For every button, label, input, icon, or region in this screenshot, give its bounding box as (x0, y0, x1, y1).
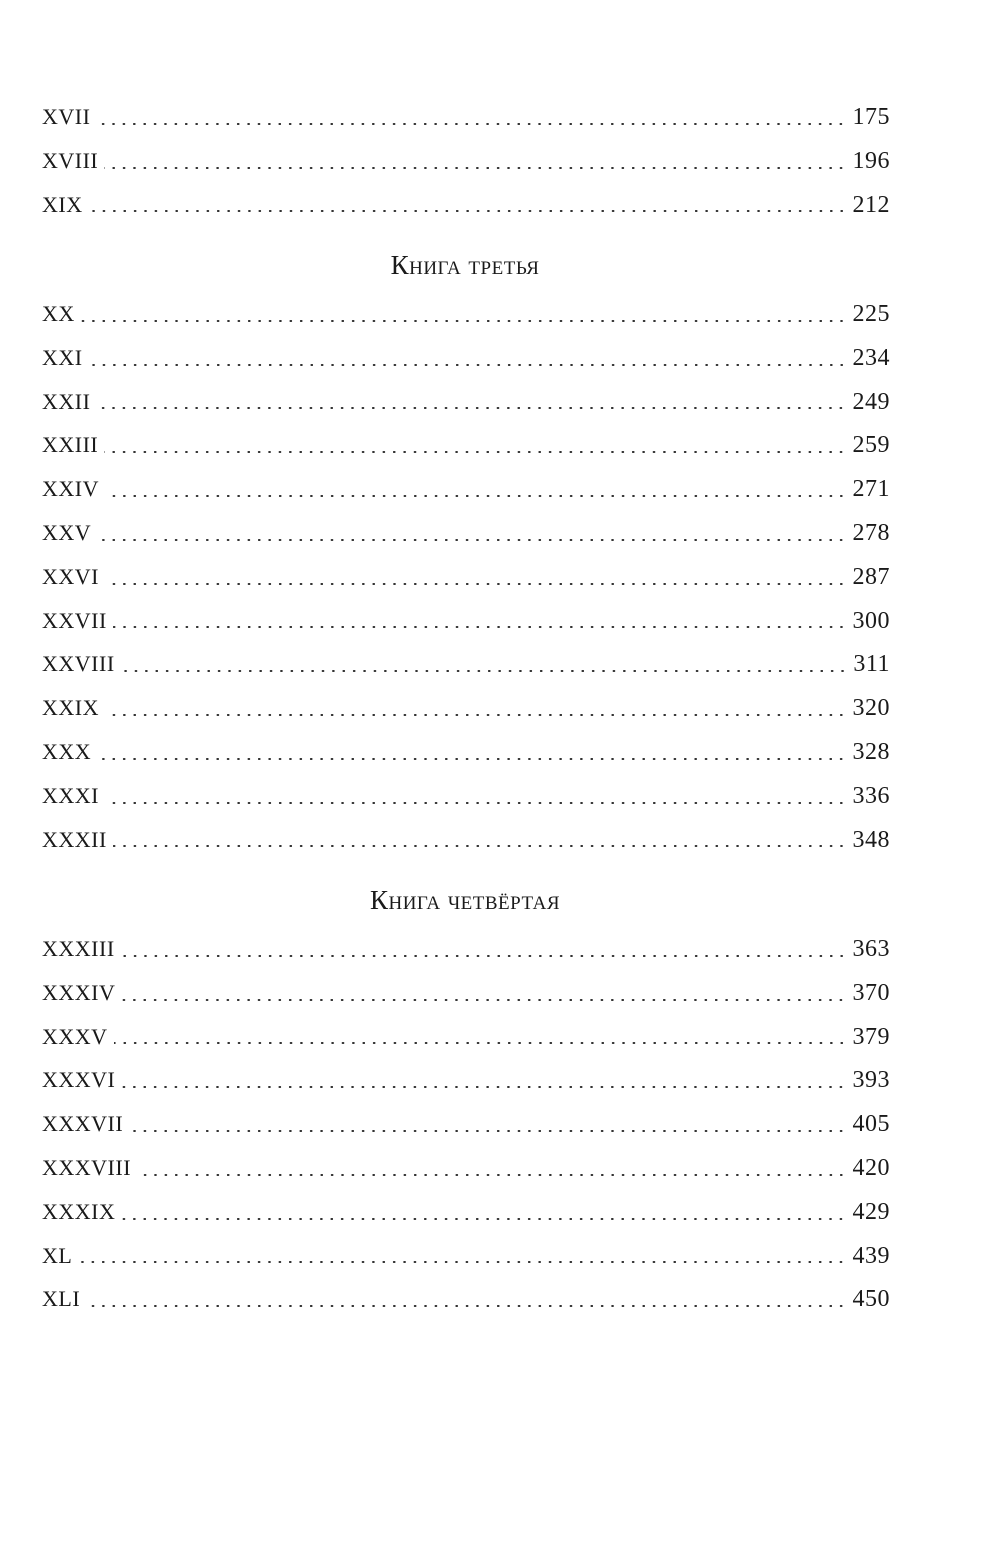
page-number: 393 (852, 1067, 890, 1094)
page-number: 379 (852, 1023, 890, 1050)
dot-leader (121, 999, 846, 1001)
chapter-number: XXXVII (42, 1111, 124, 1137)
dot-leader (121, 670, 848, 672)
page-number: 363 (852, 936, 890, 962)
dot-leader (105, 714, 847, 716)
page-number: 287 (852, 563, 890, 590)
toc-entry[interactable] (42, 95, 890, 139)
chapter-number: XXXII (42, 826, 107, 852)
page-number: 420 (852, 1154, 890, 1181)
dot-leader (114, 1042, 847, 1044)
toc-entry[interactable] (42, 380, 890, 424)
page-number: 249 (852, 388, 890, 415)
dot-leader (121, 1086, 846, 1088)
page-number: 429 (852, 1198, 890, 1225)
page-number: 225 (852, 301, 890, 327)
chapter-number: XXV (42, 519, 92, 545)
dot-leader (129, 1130, 846, 1132)
dot-leader (86, 1305, 846, 1307)
page-number: 328 (852, 738, 890, 765)
page-number: 300 (852, 607, 890, 634)
page-number: 234 (852, 344, 890, 371)
book-four-heading: Книга четвёртая (369, 885, 561, 915)
toc-entry[interactable] (42, 555, 890, 599)
chapter-number: XXIV (42, 476, 99, 502)
page-number: 450 (852, 1286, 890, 1313)
chapter-number: XXI (42, 344, 83, 370)
toc-entry[interactable] (42, 774, 890, 818)
toc-entry[interactable] (42, 292, 890, 336)
toc-entry[interactable] (42, 336, 890, 380)
chapter-number: XXVIII (42, 651, 115, 677)
toc-entry[interactable] (42, 1015, 890, 1059)
dot-leader (113, 626, 847, 628)
chapter-number: XX (42, 301, 75, 326)
dot-leader (121, 955, 847, 957)
dot-leader (78, 1261, 846, 1263)
toc-entry[interactable] (42, 139, 890, 183)
toc-entry[interactable] (42, 818, 890, 862)
chapter-number: XXXIV (42, 979, 116, 1005)
toc-entry[interactable] (42, 599, 890, 643)
chapter-number: XLI (42, 1286, 81, 1312)
dot-leader (137, 1174, 846, 1176)
dot-leader (104, 167, 846, 169)
dot-leader (105, 583, 847, 585)
toc-entry[interactable] (42, 1277, 890, 1321)
chapter-number: XIX (42, 191, 83, 217)
toc-entry[interactable] (42, 686, 890, 730)
dot-leader (121, 1218, 846, 1220)
toc-entry[interactable] (42, 1058, 890, 1102)
page-number: 278 (852, 519, 890, 546)
book-three-heading: Книга третья (390, 250, 540, 280)
toc-section-book-three (42, 292, 890, 861)
toc-entry[interactable] (42, 511, 890, 555)
dot-leader (97, 758, 846, 760)
dot-leader (104, 451, 846, 453)
page-number: 259 (852, 432, 890, 459)
chapter-number: XXVI (42, 563, 99, 589)
toc-entry[interactable] (42, 183, 890, 227)
page-number: 439 (852, 1242, 890, 1269)
dot-leader (96, 123, 846, 125)
chapter-number: XXIII (42, 432, 99, 458)
chapter-number: XXXV (42, 1023, 108, 1049)
chapter-number: XVII (42, 104, 91, 129)
toc-section-continued (42, 95, 890, 226)
chapter-number: XXXI (42, 782, 99, 808)
chapter-number: XXXVI (42, 1067, 116, 1093)
toc-section-book-four (42, 927, 890, 1321)
page-number: 196 (852, 147, 890, 174)
toc-entry[interactable] (42, 730, 890, 774)
toc-entry[interactable] (42, 642, 890, 686)
toc-entry[interactable] (42, 971, 890, 1015)
dot-leader (89, 210, 847, 212)
dot-leader (105, 802, 847, 804)
page-number: 405 (852, 1111, 890, 1138)
chapter-number: XXXVIII (42, 1154, 132, 1180)
page-number: 175 (852, 104, 890, 130)
chapter-number: XXVII (42, 607, 107, 633)
toc-entry[interactable] (42, 927, 890, 971)
chapter-number: XXIX (42, 695, 99, 721)
chapter-number: XXII (42, 388, 91, 414)
page-number: 370 (852, 979, 890, 1006)
toc-entry[interactable] (42, 1146, 890, 1190)
dot-leader (81, 320, 847, 322)
toc-entry[interactable] (42, 467, 890, 511)
dot-leader (89, 364, 847, 366)
page-number: 336 (852, 782, 890, 809)
chapter-number: XXX (42, 738, 92, 764)
page-number: 271 (852, 476, 890, 503)
dot-leader (96, 407, 846, 409)
dot-leader (97, 539, 846, 541)
chapter-number: XL (42, 1242, 73, 1268)
dot-leader (105, 495, 847, 497)
chapter-number: XXXIX (42, 1198, 116, 1224)
toc-entry[interactable] (42, 1102, 890, 1146)
toc-entry[interactable] (42, 1190, 890, 1234)
toc-entry[interactable] (42, 1234, 890, 1278)
chapter-number: XVIII (42, 147, 99, 173)
page-number: 348 (852, 826, 890, 853)
page-number: 320 (852, 695, 890, 722)
dot-leader (113, 845, 847, 847)
chapter-number: XXXIII (42, 936, 115, 961)
page-number: 311 (853, 651, 890, 678)
page-number: 212 (852, 191, 890, 218)
toc-entry[interactable] (42, 423, 890, 467)
